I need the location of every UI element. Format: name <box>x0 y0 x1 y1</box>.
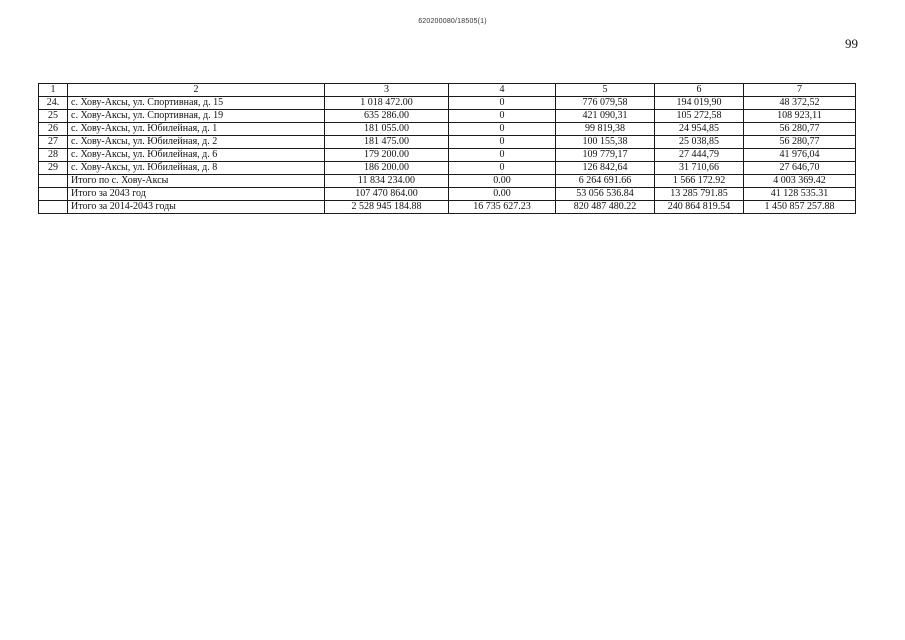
row-number: 24. <box>39 97 68 110</box>
total-cell-col5: 53 056 536.84 <box>556 188 655 201</box>
total-cell-col3: 11 834 234.00 <box>325 175 449 188</box>
value-cell-col4: 0 <box>449 123 556 136</box>
value-cell-col5: 126 842,64 <box>556 162 655 175</box>
total-cell-col3: 107 470 864.00 <box>325 188 449 201</box>
total-label: Итого за 2043 год <box>68 188 325 201</box>
row-number: 29 <box>39 162 68 175</box>
value-cell-col7: 41 976,04 <box>744 149 856 162</box>
address-cell: с. Хову-Аксы, ул. Юбилейная, д. 8 <box>68 162 325 175</box>
value-cell-col4: 0 <box>449 97 556 110</box>
total-cell-col6: 13 285 791.85 <box>655 188 744 201</box>
total-label: Итого по с. Хову-Аксы <box>68 175 325 188</box>
column-number: 3 <box>325 84 449 97</box>
document-header-code: 620200080/18505(1) <box>418 18 487 25</box>
value-cell-col3: 635 286.00 <box>325 110 449 123</box>
value-cell-col3: 186 200.00 <box>325 162 449 175</box>
column-number: 2 <box>68 84 325 97</box>
address-cell: с. Хову-Аксы, ул. Юбилейная, д. 6 <box>68 149 325 162</box>
value-cell-col5: 99 819,38 <box>556 123 655 136</box>
value-cell-col6: 24 954,85 <box>655 123 744 136</box>
column-number: 6 <box>655 84 744 97</box>
table-row <box>39 149 856 162</box>
table-row <box>39 162 856 175</box>
row-number: 27 <box>39 136 68 149</box>
value-cell-col7: 56 280,77 <box>744 123 856 136</box>
address-cell: с. Хову-Аксы, ул. Спортивная, д. 19 <box>68 110 325 123</box>
column-number-row <box>39 84 856 97</box>
total-cell-col4: 0.00 <box>449 175 556 188</box>
value-cell-col6: 105 272,58 <box>655 110 744 123</box>
value-cell-col4: 0 <box>449 162 556 175</box>
value-cell-col4: 0 <box>449 149 556 162</box>
column-number: 1 <box>39 84 68 97</box>
table-row <box>39 136 856 149</box>
row-number <box>39 175 68 188</box>
value-cell-col6: 25 038,85 <box>655 136 744 149</box>
value-cell-col3: 1 018 472.00 <box>325 97 449 110</box>
row-number: 25 <box>39 110 68 123</box>
total-cell-col3: 2 528 945 184.88 <box>325 201 449 214</box>
total-row <box>39 175 856 188</box>
total-row <box>39 201 856 214</box>
total-cell-col7: 1 450 857 257.88 <box>744 201 856 214</box>
total-cell-col6: 1 566 172.92 <box>655 175 744 188</box>
table-row <box>39 110 856 123</box>
value-cell-col7: 48 372,52 <box>744 97 856 110</box>
value-cell-col4: 0 <box>449 110 556 123</box>
total-cell-col5: 820 487 480.22 <box>556 201 655 214</box>
value-cell-col5: 776 079,58 <box>556 97 655 110</box>
address-cell: с. Хову-Аксы, ул. Юбилейная, д. 1 <box>68 123 325 136</box>
row-number <box>39 201 68 214</box>
value-cell-col6: 194 019,90 <box>655 97 744 110</box>
value-cell-col7: 27 646,70 <box>744 162 856 175</box>
value-cell-col5: 421 090,31 <box>556 110 655 123</box>
value-cell-col7: 56 280,77 <box>744 136 856 149</box>
value-cell-col5: 109 779,17 <box>556 149 655 162</box>
total-cell-col4: 16 735 627.23 <box>449 201 556 214</box>
budget-table <box>38 83 856 214</box>
column-number: 5 <box>556 84 655 97</box>
row-number <box>39 188 68 201</box>
value-cell-col6: 27 444,79 <box>655 149 744 162</box>
address-cell: с. Хову-Аксы, ул. Спортивная, д. 15 <box>68 97 325 110</box>
value-cell-col7: 108 923,11 <box>744 110 856 123</box>
total-cell-col6: 240 864 819.54 <box>655 201 744 214</box>
value-cell-col3: 179 200.00 <box>325 149 449 162</box>
total-label: Итого за 2014-2043 годы <box>68 201 325 214</box>
total-cell-col4: 0.00 <box>449 188 556 201</box>
total-cell-col7: 4 003 369.42 <box>744 175 856 188</box>
column-number: 7 <box>744 84 856 97</box>
page-number: 99 <box>845 36 858 51</box>
table-row <box>39 123 856 136</box>
address-cell: с. Хову-Аксы, ул. Юбилейная, д. 2 <box>68 136 325 149</box>
value-cell-col3: 181 055.00 <box>325 123 449 136</box>
value-cell-col4: 0 <box>449 136 556 149</box>
total-cell-col5: 6 264 691.66 <box>556 175 655 188</box>
table-row <box>39 97 856 110</box>
row-number: 26 <box>39 123 68 136</box>
value-cell-col3: 181 475.00 <box>325 136 449 149</box>
total-row <box>39 188 856 201</box>
column-number: 4 <box>449 84 556 97</box>
row-number: 28 <box>39 149 68 162</box>
value-cell-col6: 31 710,66 <box>655 162 744 175</box>
total-cell-col7: 41 128 535.31 <box>744 188 856 201</box>
value-cell-col5: 100 155,38 <box>556 136 655 149</box>
